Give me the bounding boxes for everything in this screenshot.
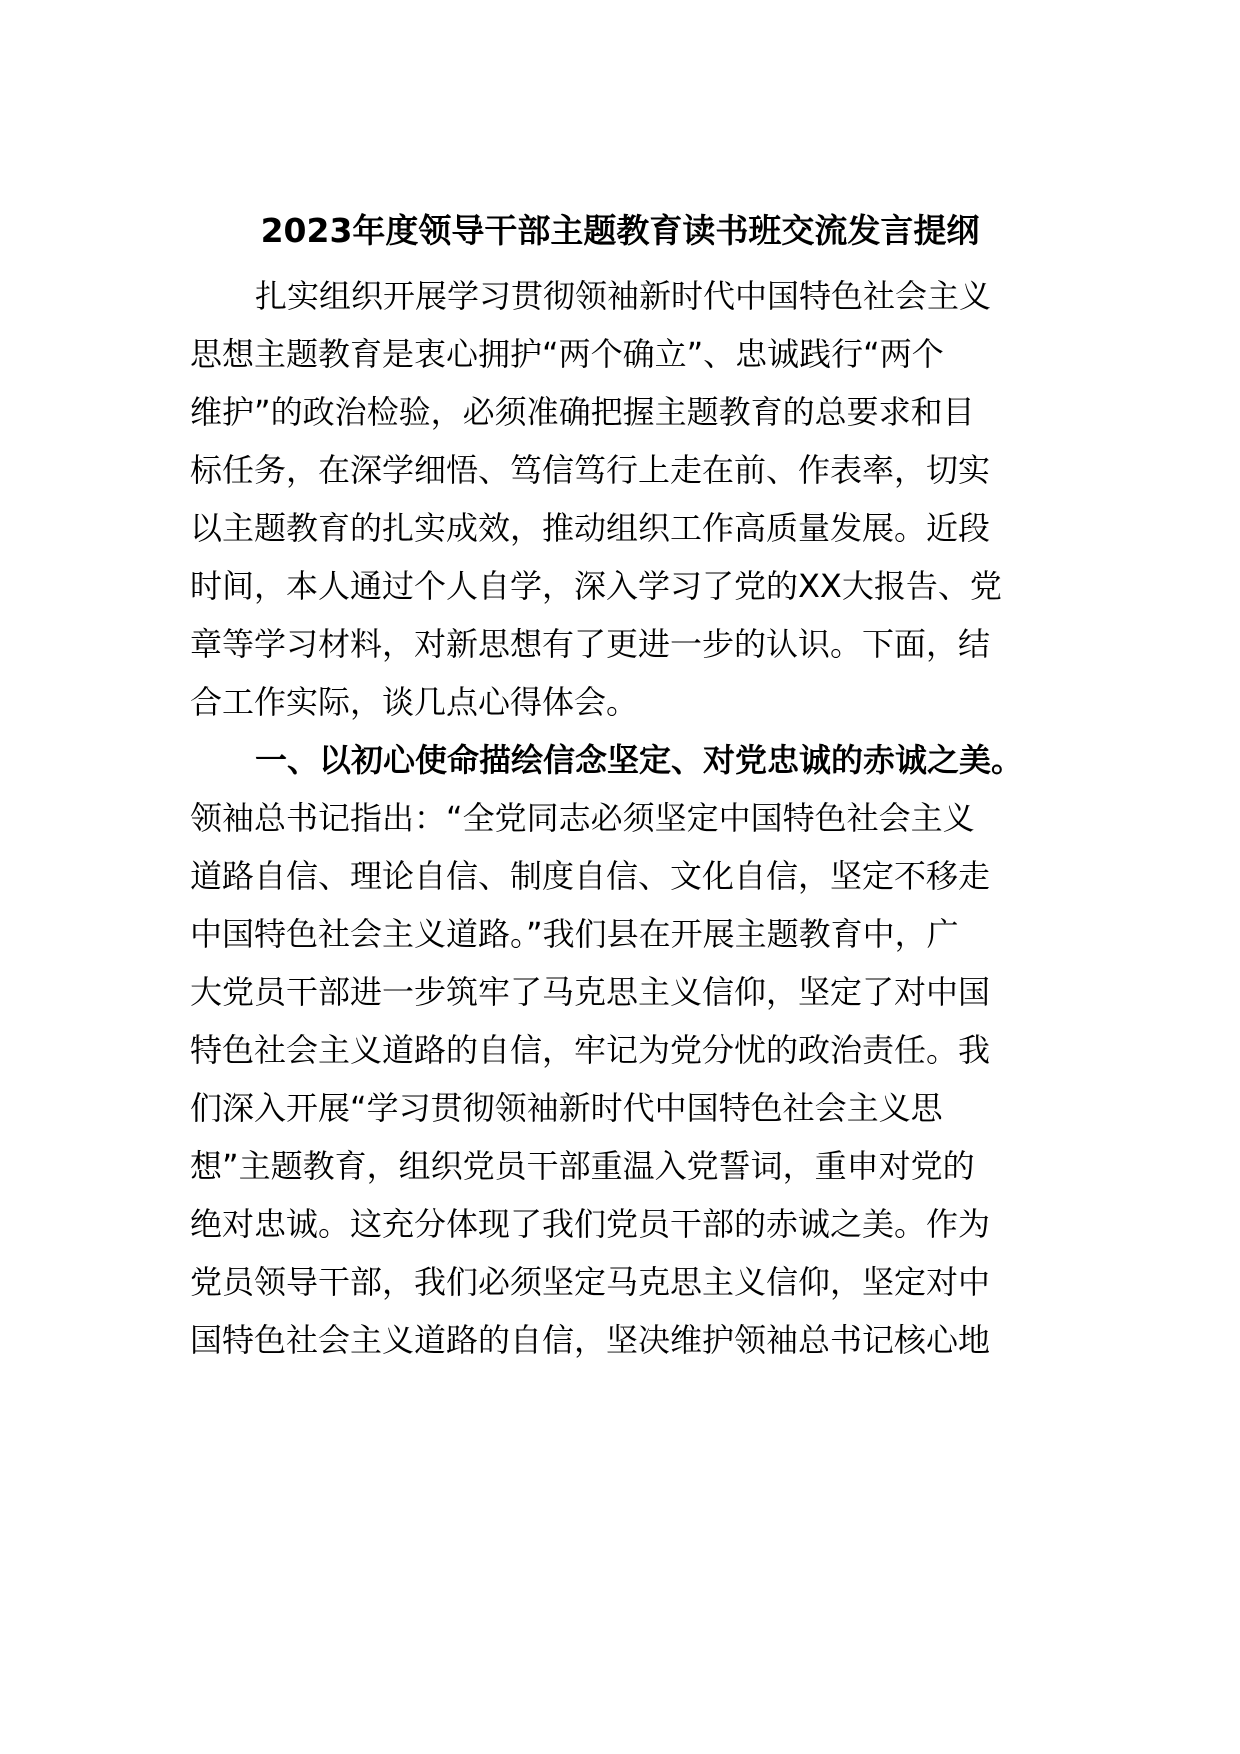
paragraph-line: 标任务，在深学细悟、笃信笃行上走在前、作表率，切实 [190,451,991,489]
paragraph-line: 想”主题教育，组织党员干部重温入党誓词，重申对党的 [190,1147,975,1185]
paragraph-line: 大党员干部进一步筑牢了马克思主义信仰，坚定了对中国 [190,973,991,1011]
paragraph-line: 思想主题教育是衷心拥护“两个确立”、忠诚践行“两个 [190,335,944,373]
paragraph-line: 合工作实际，谈几点心得体会。 [190,683,639,721]
paragraph-line: 时间，本人通过个人自学，深入学习了党的XX大报告、党 [190,567,1002,605]
paragraph-line: 领袖总书记指出：“全党同志必须坚定中国特色社会主义 [190,799,975,837]
paragraph-line: 维护”的政治检验，必须准确把握主题教育的总要求和目 [190,393,975,431]
section-heading: 一、以初心使命描绘信念坚定、对党忠诚的赤诚之美。 [255,741,1024,779]
document-title: 2023年度领导干部主题教育读书班交流发言提纲 [260,211,980,250]
paragraph-line: 特色社会主义道路的自信，牢记为党分忧的政治责任。我 [190,1031,991,1069]
paragraph-line: 国特色社会主义道路的自信，坚决维护领袖总书记核心地 [190,1321,991,1359]
paragraph-line: 中国特色社会主义道路。”我们县在开展主题教育中，广 [190,915,959,953]
paragraph-line: 们深入开展“学习贯彻领袖新时代中国特色社会主义思 [190,1089,943,1127]
paragraph-line: 绝对忠诚。这充分体现了我们党员干部的赤诚之美。作为 [190,1205,991,1243]
paragraph-line: 以主题教育的扎实成效，推动组织工作高质量发展。近段 [190,509,991,547]
paragraph-line: 章等学习材料，对新思想有了更进一步的认识。下面，结 [190,625,991,663]
paragraph-line: 党员领导干部，我们必须坚定马克思主义信仰，坚定对中 [190,1263,991,1301]
paragraph-line: 道路自信、理论自信、制度自信、文化自信，坚定不移走 [190,857,991,895]
paragraph-line: 扎实组织开展学习贯彻领袖新时代中国特色社会主义 [255,277,992,315]
